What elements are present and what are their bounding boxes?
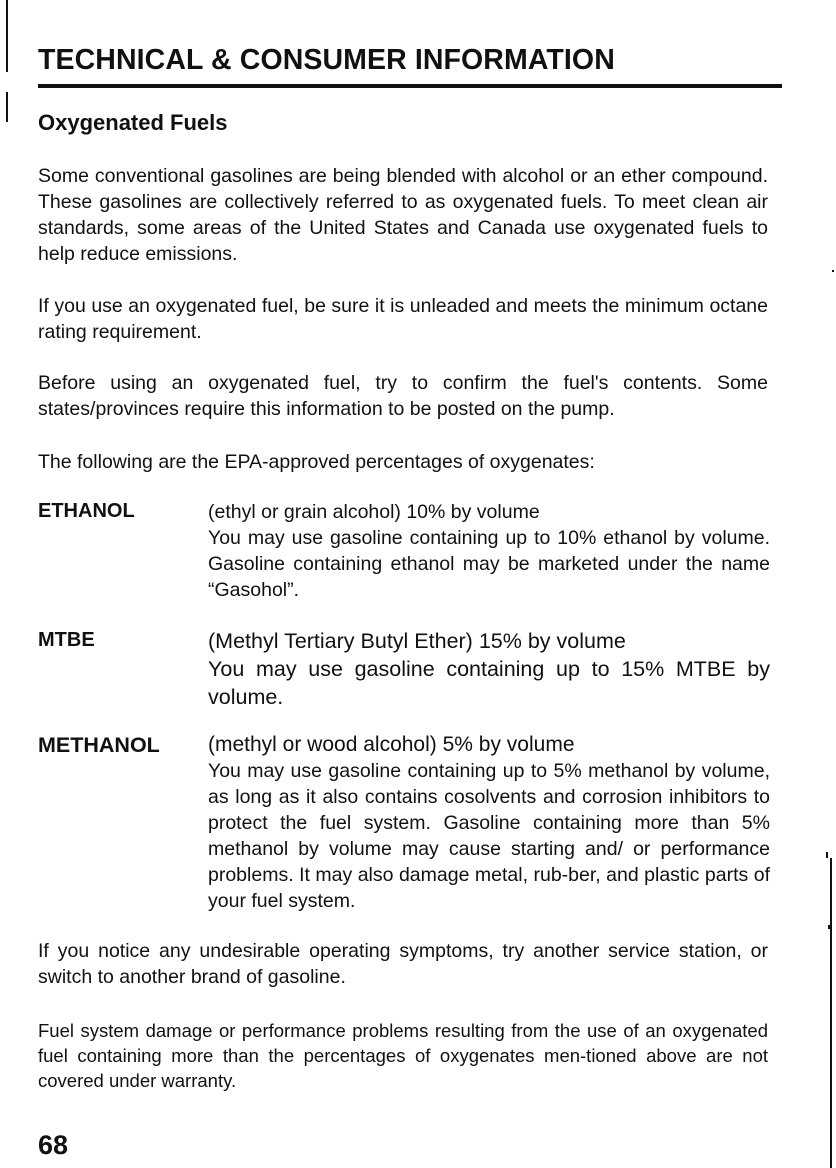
scan-edge-line — [6, 92, 8, 122]
oxygenate-name: METHANOL — [38, 733, 160, 757]
unleaded-paragraph: If you use an oxygenated fuel, be sure it is unleaded and meets the minimum octane rating requirement. — [38, 295, 768, 343]
scan-edge-mark — [826, 852, 828, 858]
oxygenate-details — [208, 732, 770, 914]
confirm-contents-paragraph: Before using an oxygenated fuel, try to confirm the fuel's contents. Some states/provinces require this information to be posted on the pump. — [38, 372, 768, 420]
epa-intro-paragraph: The following are the EPA-approved percentages of oxygenates: — [38, 451, 595, 473]
scan-edge-mark — [828, 925, 830, 929]
scan-edge-line — [6, 0, 8, 72]
title-divider — [38, 84, 782, 88]
symptoms-paragraph: If you notice any undesirable operating symptoms, try another service station, or switch to another brand of gasoline. — [38, 940, 768, 988]
oxygenate-description: You may use gasoline containing up to 15% MTBE by volume. — [208, 657, 770, 709]
scan-edge-mark — [832, 270, 834, 272]
oxygenate-details — [208, 499, 770, 603]
oxygenate-description: You may use gasoline containing up to 5% methanol by volume, as long as it also contains cosolvents and corrosion inhibitors to protect the fuel system. Gasoline containing more than 5% methanol by volume may cause starting and/ or performance problems. It may also damage metal, rub-ber, and plastic parts of your fuel system. — [208, 760, 770, 912]
oxygenate-limit: (methyl or wood alcohol) 5% by volume — [208, 733, 575, 756]
oxygenate-limit: (ethyl or grain alcohol) 10% by volume — [208, 501, 540, 523]
oxygenate-name: MTBE — [38, 629, 95, 651]
page-title: TECHNICAL & CONSUMER INFORMATION — [38, 44, 615, 76]
scan-edge-line — [830, 858, 832, 1168]
page-number: 68 — [38, 1130, 69, 1160]
oxygenate-details — [208, 627, 770, 711]
intro-paragraph: Some conventional gasolines are being blended with alcohol or an ether compound. These gasolines are collectively referred to as oxygenated fuels. To meet clean air standards, some areas of the United States and Canada use oxygenated fuels to help reduce emissions. — [38, 165, 768, 265]
oxygenate-description: You may use gasoline containing up to 10% ethanol by volume. Gasoline containing ethanol may be marketed under the name “Gasohol”. — [208, 527, 770, 601]
warranty-paragraph: Fuel system damage or performance problems resulting from the use of an oxygenated fuel containing more than the percentages of oxygenates men-tioned above are not covered under warranty. — [38, 1020, 768, 1091]
oxygenate-limit: (Methyl Tertiary Butyl Ether) 15% by volume — [208, 629, 626, 653]
oxygenate-name: ETHANOL — [38, 500, 135, 522]
section-heading: Oxygenated Fuels — [38, 110, 228, 135]
